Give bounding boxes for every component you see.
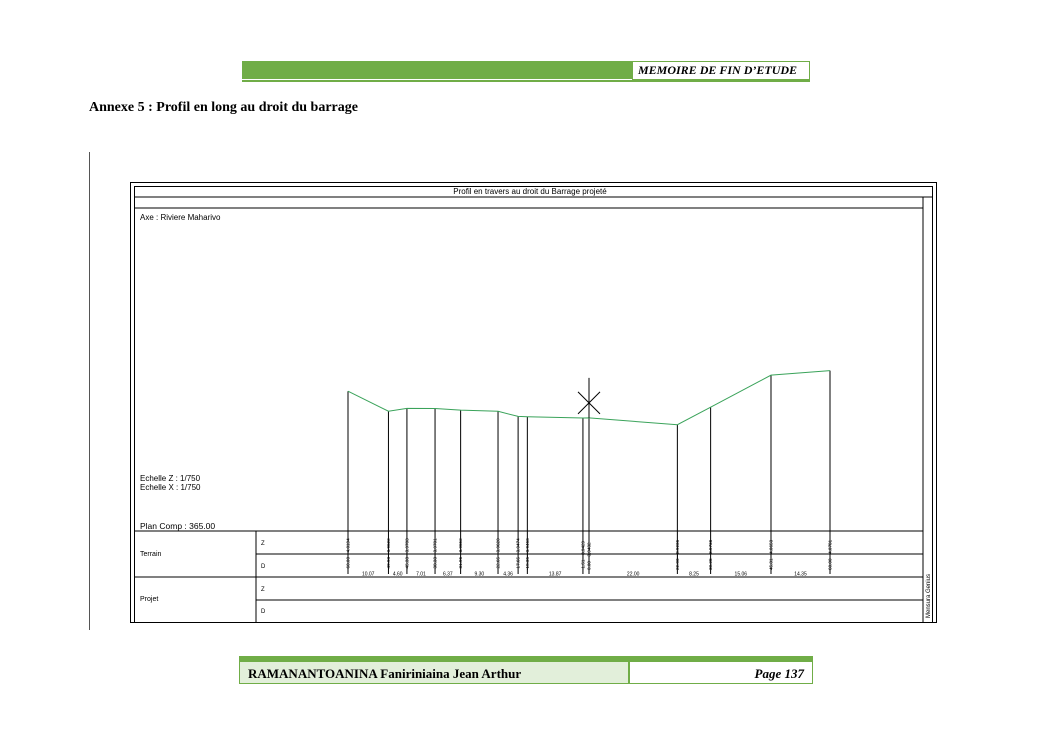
station-label: 0.00—3.9432 [586,542,592,570]
page-footer [239,656,813,685]
footer-page-number: Page 137 [754,666,804,681]
projet-z-label: Z [261,587,265,593]
footer-author: RAMANANTOANINA Faniriniaina Jean Arthur [248,666,522,681]
terrain-z-label: Z [261,541,265,547]
station-label: -60.00—4.0194 [345,538,351,570]
profile-drawing [130,182,940,625]
station-label: -45.33—3.9703 [404,538,410,570]
station-label: -22.65—3.9620 [495,538,501,570]
distance-label: 4.60 [392,571,403,578]
footer-page-box [629,661,813,684]
profile-layer [346,371,833,578]
distance-label: 6.37 [442,571,453,578]
side-label: Mensura Genius [926,573,932,618]
terrain-label: Terrain [140,551,162,558]
distance-label: 13.87 [548,571,562,578]
station-label: -15.35—3.9463 [524,538,530,570]
distance-label: 15.06 [734,571,748,578]
station-label: 45.31—4.0653 [768,539,774,570]
page-header [242,61,810,82]
distance-label: 4.36 [503,571,513,578]
distance-label: 22.00 [626,571,640,578]
drawing-outer-frame [131,183,937,623]
header-accent-bar [242,61,632,79]
projet-d-label: D [261,609,266,615]
scale-x: Echelle X : 1/750 [140,483,201,492]
distance-label: 8.25 [689,571,699,578]
header-title: MEMOIRE DE FIN D’ETUDE [638,63,798,77]
station-label: 30.28—3.9738 [708,539,714,570]
station-label: -38.33—3.9701 [432,538,438,570]
projet-label: Projet [140,596,159,603]
station-label: 22.00—3.9236 [674,539,680,570]
distance-label: 7.01 [416,571,426,578]
scale-z: Echelle Z : 1/750 [140,474,201,483]
header-underline [242,80,810,82]
terrain-d-label: D [261,564,266,570]
footer-author-box [239,661,629,684]
plan-comp: Plan Comp : 365.00 [140,521,216,531]
drawing-inner-frame [135,187,933,623]
distance-label: 14.35 [794,571,807,578]
station-label: -17.65—3.9474 [515,538,521,570]
distance-label: 10.07 [361,571,375,578]
station-label: -1.51—3.9429 [580,540,586,570]
station-label: 60.00—4.0781 [827,539,833,570]
margin-rule [89,152,90,630]
axis-label: Axe : Riviere Maharivo [140,213,221,222]
drawing-title: Profil en travers au droit du Barrage projeté [453,187,607,196]
station-label: -49.93—3.9622 [385,538,391,570]
annex-title: Annexe 5 : Profil en long au droit du barrage [89,100,358,115]
distance-label: 9.30 [474,571,485,578]
station-label: -31.96—3.9652 [458,538,464,570]
